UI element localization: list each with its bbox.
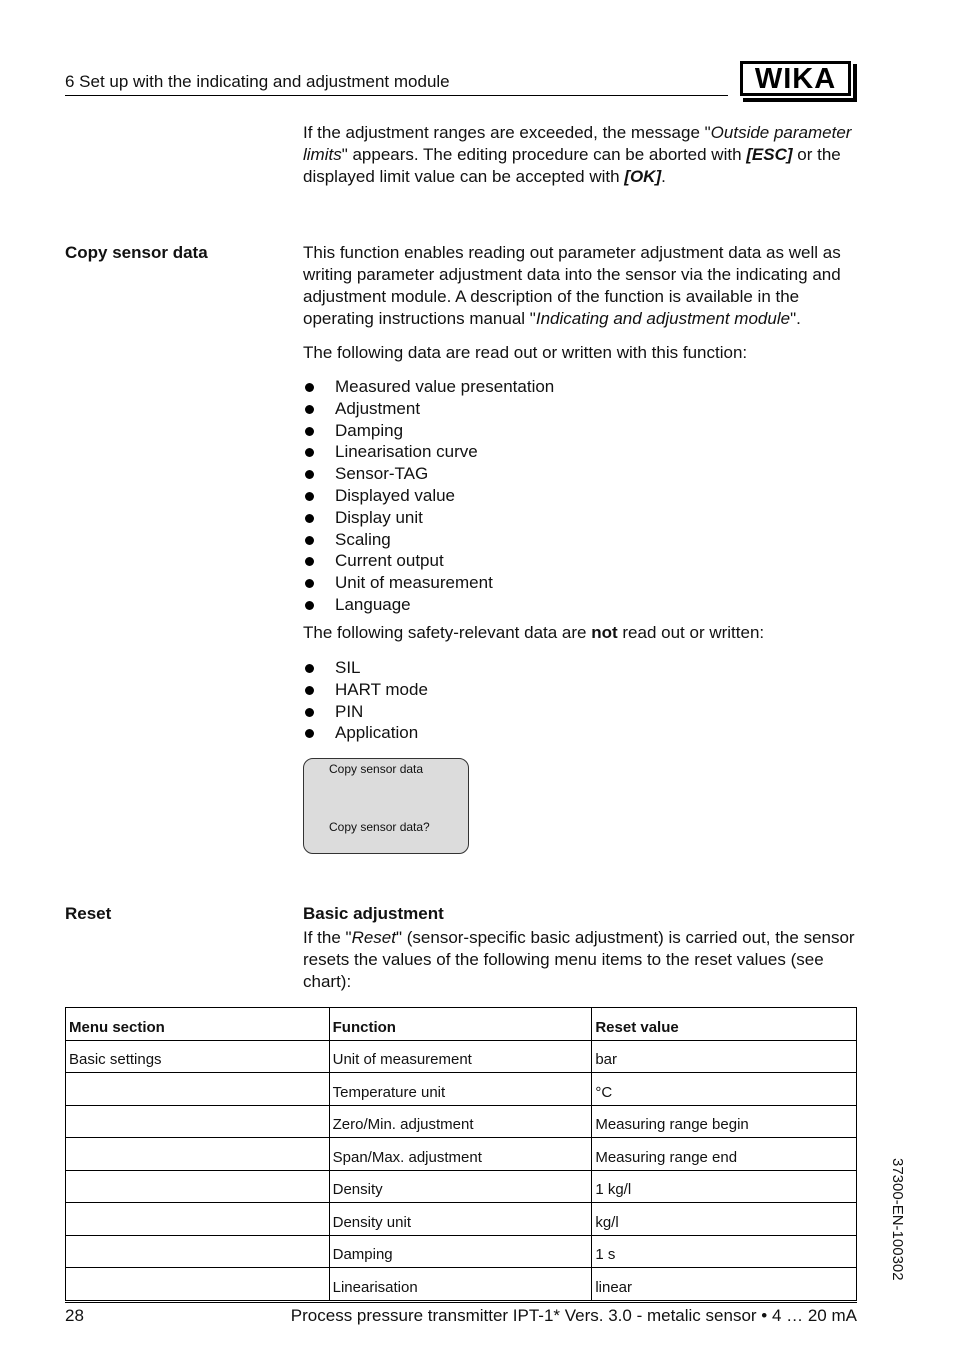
intro-paragraph [303,122,859,188]
document-code: 37300-EN-100302 [889,1158,906,1281]
footer-divider [65,1302,857,1303]
page-header-title: 6 Set up with the indicating and adjustment module [65,72,450,91]
table-cell [66,1138,330,1171]
intro-esc-key: [ESC] [746,145,793,164]
intro-text-1: If the adjustment ranges are exceeded, the message " [303,123,711,142]
table-row [66,1105,857,1138]
safety-not-emphasis: not [591,623,618,642]
reset-label: Reset [65,904,112,923]
safety-text-2: read out or written: [617,623,765,642]
table-row [66,1138,857,1171]
table-row [66,1235,857,1268]
table-cell: Zero/Min. adjustment [329,1105,592,1138]
basic-adjustment-heading: Basic adjustment [303,904,444,923]
list-item: Displayed value [303,485,554,507]
not-copied-data-list [303,657,428,744]
list-item: HART mode [303,679,428,701]
reset-text-1: If the " [303,928,352,947]
intro-ok-key: [OK] [624,167,662,186]
header-divider [65,95,728,96]
table-cell: Linearisation [329,1268,592,1301]
list-item: Language [303,594,554,616]
intro-text-3: or the displayed limit value can be accepted with [303,145,841,186]
table-cell [66,1170,330,1203]
list-item: Current output [303,550,554,572]
table-header-row [66,1008,857,1041]
table-row [66,1073,857,1106]
display-screen-illustration [303,758,469,854]
intro-italic-message: Outside parameter limits [303,123,852,164]
list-item: Unit of measurement [303,572,554,594]
reset-text-2: " (sensor-specific basic adjustment) is carried out, the sensor resets the values of the following menu items to the reset values (see chart): [303,928,855,991]
table-row [66,1170,857,1203]
copy-desc-text-2: ". [790,309,801,328]
logo-shadow-bottom [743,98,857,102]
table-header-cell: Function [329,1008,592,1041]
table-row [66,1203,857,1236]
copy-sensor-data-intro: The following data are read out or written with this function: [303,343,748,362]
table-cell [66,1073,330,1106]
table-cell: bar [592,1040,857,1073]
list-item: Linearisation curve [303,441,554,463]
table-row [66,1268,857,1301]
table-cell: Basic settings [66,1040,330,1073]
table-cell: Damping [329,1235,592,1268]
copy-sensor-data-label: Copy sensor data [65,243,208,262]
table-cell: linear [592,1268,857,1301]
safety-data-intro [303,622,859,644]
table-cell: 1 kg/l [592,1170,857,1203]
table-cell: Density [329,1170,592,1203]
copy-desc-manual-title: Indicating and adjustment module [535,309,791,328]
table-header-cell: Menu section [66,1008,330,1041]
reset-italic: Reset [351,928,396,947]
intro-text-4: . [661,167,666,186]
safety-text-1: The following safety-relevant data are [303,623,592,642]
table-cell [66,1105,330,1138]
display-line-2: Copy sensor data? [329,820,430,834]
wika-logo: WIKA [740,61,851,96]
list-item: Adjustment [303,398,554,420]
table-cell [66,1268,330,1301]
table-cell: Measuring range end [592,1138,857,1171]
list-item: Application [303,722,428,744]
table-row [66,1040,857,1073]
intro-text-2: " appears. The editing procedure can be aborted with [341,145,747,164]
footer-document-title: Process pressure transmitter IPT-1* Vers. 3.0 - metalic sensor • 4 … 20 mA [290,1306,857,1325]
reset-values-table [65,1007,857,1301]
list-item: Display unit [303,507,554,529]
page-number: 28 [65,1306,84,1325]
list-item: Measured value presentation [303,376,554,398]
table-cell: °C [592,1073,857,1106]
table-cell: Unit of measurement [329,1040,592,1073]
list-item: Damping [303,420,554,442]
reset-description [303,927,859,993]
logo-shadow-right [853,64,857,102]
table-cell: Temperature unit [329,1073,592,1106]
table-cell: kg/l [592,1203,857,1236]
table-cell: Span/Max. adjustment [329,1138,592,1171]
copy-sensor-description [303,242,859,330]
copy-desc-text-1: This function enables reading out parameter adjustment data as well as writing parameter adjustment data into the sensor via the indicating and adjustment module. A description of the function is available in the operating instructions manual " [303,243,841,328]
list-item: Scaling [303,529,554,551]
table-header-cell: Reset value [592,1008,857,1041]
list-item: PIN [303,701,428,723]
table-cell [66,1203,330,1236]
table-cell: Density unit [329,1203,592,1236]
table-cell [66,1235,330,1268]
table-cell: 1 s [592,1235,857,1268]
display-line-1: Copy sensor data [329,762,424,776]
copied-data-list [303,376,554,616]
table-cell: Measuring range begin [592,1105,857,1138]
list-item: Sensor-TAG [303,463,554,485]
list-item: SIL [303,657,428,679]
